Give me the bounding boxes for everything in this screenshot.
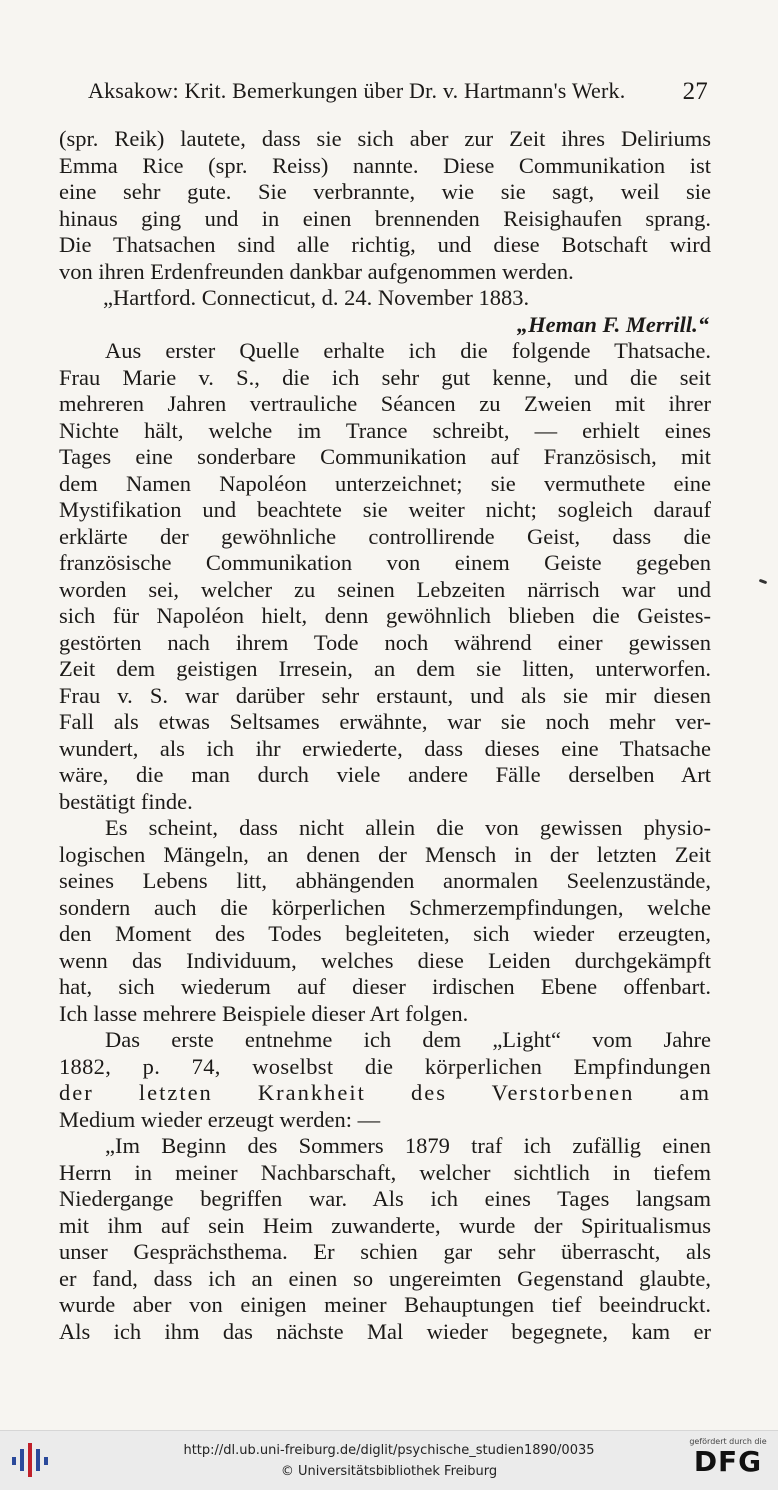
text-line: Tages eine sonderbare Communikation auf Französisch, mit	[59, 444, 711, 469]
text-line: sich für Napoléon hielt, denn gewöhnlich blieben die Geistes-	[59, 603, 711, 628]
dfg-mark: DFG	[693, 1445, 763, 1478]
letter-signature: „Heman F. Merrill.“	[516, 311, 709, 337]
text-line: mit ihm auf sein Heim zuwanderte, wurde der Spiritualismus	[59, 1212, 711, 1238]
text-line: Nichte hält, welche im Trance schreibt, — erhielt eines	[59, 417, 711, 443]
text-line: der letzten Krankheit des Verstorbenen am	[59, 1080, 711, 1105]
body-text	[59, 126, 711, 1345]
text-line: worden sei, welcher zu seinen Lebzeiten närrisch war und	[59, 576, 711, 602]
text-line: Ich lasse mehrere Beispiele dieser Art folgen.	[59, 1000, 469, 1026]
running-head-title: Aksakow: Krit. Bemerkungen über Dr. v. Hartmann's Werk.	[88, 78, 626, 103]
text-line: bestätigt finde.	[59, 788, 193, 814]
text-line: hinaus ging und in einen brennenden Reisighaufen sprang.	[59, 205, 711, 231]
text-line: Als ich ihm das nächste Mal wieder begegnete, kam er	[59, 1318, 711, 1344]
text-line: unser Gesprächsthema. Er schien gar sehr überrascht, als	[59, 1239, 711, 1264]
text-line: „Im Beginn des Sommers 1879 traf ich zufällig einen	[105, 1133, 711, 1158]
text-line: französische Communikation von einem Geiste gegeben	[59, 550, 711, 575]
text-line: wäre, die man durch viele andere Fälle derselben Art	[59, 762, 711, 787]
viewer-footer	[0, 1430, 778, 1490]
permalink-url[interactable]: http://dl.ub.uni-freiburg.de/diglit/psychische_studien1890/0035	[183, 1443, 595, 1458]
text-line: er fand, dass ich an einen so ungereimten Gegenstand glaubte,	[59, 1265, 711, 1291]
ink-smudge	[759, 579, 768, 585]
text-line: erklärte der gewöhnliche controllirende Geist, dass die	[59, 523, 711, 549]
copyright-notice: © Universitätsbibliothek Freiburg	[280, 1464, 498, 1479]
text-line: (spr. Reik) lautete, dass sie sich aber zur Zeit ihres Deliriums	[59, 126, 711, 151]
text-line: von ihren Erdenfreunden dankbar aufgenommen werden.	[59, 258, 574, 284]
letter-dateline: „Hartford. Connecticut, d. 24. November 1883.	[103, 285, 530, 310]
text-line: Die Thatsachen sind alle richtig, und diese Botschaft wird	[59, 232, 711, 257]
text-line: sondern auch die körperlichen Schmerzempfindungen, welche	[59, 894, 711, 920]
text-line: dem Namen Napoléon unterzeichnet; sie vermuthete eine	[59, 470, 711, 496]
text-line: Niedergange begriffen war. Als ich eines Tages langsam	[59, 1186, 711, 1211]
text-line: den Moment des Todes begleiteten, sich wieder erzeugten,	[59, 921, 711, 946]
text-line: logischen Mängeln, an denen der Mensch in der letzten Zeit	[59, 841, 711, 867]
text-line: Das erste entnehme ich dem „Light“ vom Jahre	[105, 1027, 711, 1052]
text-line: Frau v. S. war darüber sehr erstaunt, und als sie mir diesen	[59, 682, 711, 708]
text-line: Zeit dem geistigen Irresein, an dem sie litten, unterworfen.	[59, 656, 711, 681]
text-line: Mystifikation und beachtete sie weiter nicht; sogleich darauf	[59, 497, 711, 522]
text-line: wenn das Individuum, welches diese Leiden durchgekämpft	[59, 947, 711, 973]
text-line: wundert, als ich ihr erwiederte, dass dieses eine Thatsache	[59, 735, 711, 761]
text-line: Medium wieder erzeugt werden: —	[59, 1106, 381, 1132]
text-line: 1882, p. 74, woselbst die körperlichen Empfindungen	[59, 1053, 711, 1079]
dfg-caption: gefördert durch die	[689, 1437, 767, 1446]
text-line: Es scheint, dass nicht allein die von gewissen physio-	[105, 815, 711, 840]
text-line: seines Lebens litt, abhängenden anormalen Seelenzustände,	[59, 868, 711, 893]
text-line: hat, sich wiederum auf dieser irdischen Ebene offenbart.	[59, 974, 711, 999]
text-line: gestörten nach ihrem Tode noch während einer gewissen	[59, 629, 711, 655]
text-line: wurde aber von einigen meiner Behauptungen tief beeindruckt.	[59, 1292, 711, 1317]
text-line: mehreren Jahren vertrauliche Séancen zu Zweien mit ihrer	[59, 391, 711, 416]
dfg-logo	[688, 1437, 768, 1478]
text-line: Emma Rice (spr. Reiss) nannte. Diese Communikation ist	[59, 152, 711, 178]
text-line: Herrn in meiner Nachbarschaft, welcher sichtlich in tiefem	[59, 1159, 711, 1185]
text-line: eine sehr gute. Sie verbrannte, wie sie sagt, weil sie	[59, 179, 711, 204]
text-line: Frau Marie v. S., die ich sehr gut kenne, und die seit	[59, 364, 711, 390]
page-number: 27	[682, 78, 708, 105]
text-line: Fall als etwas Seltsames erwähnte, war sie noch mehr ver-	[59, 709, 711, 734]
text-line: Aus erster Quelle erhalte ich die folgende Thatsache.	[105, 338, 711, 363]
